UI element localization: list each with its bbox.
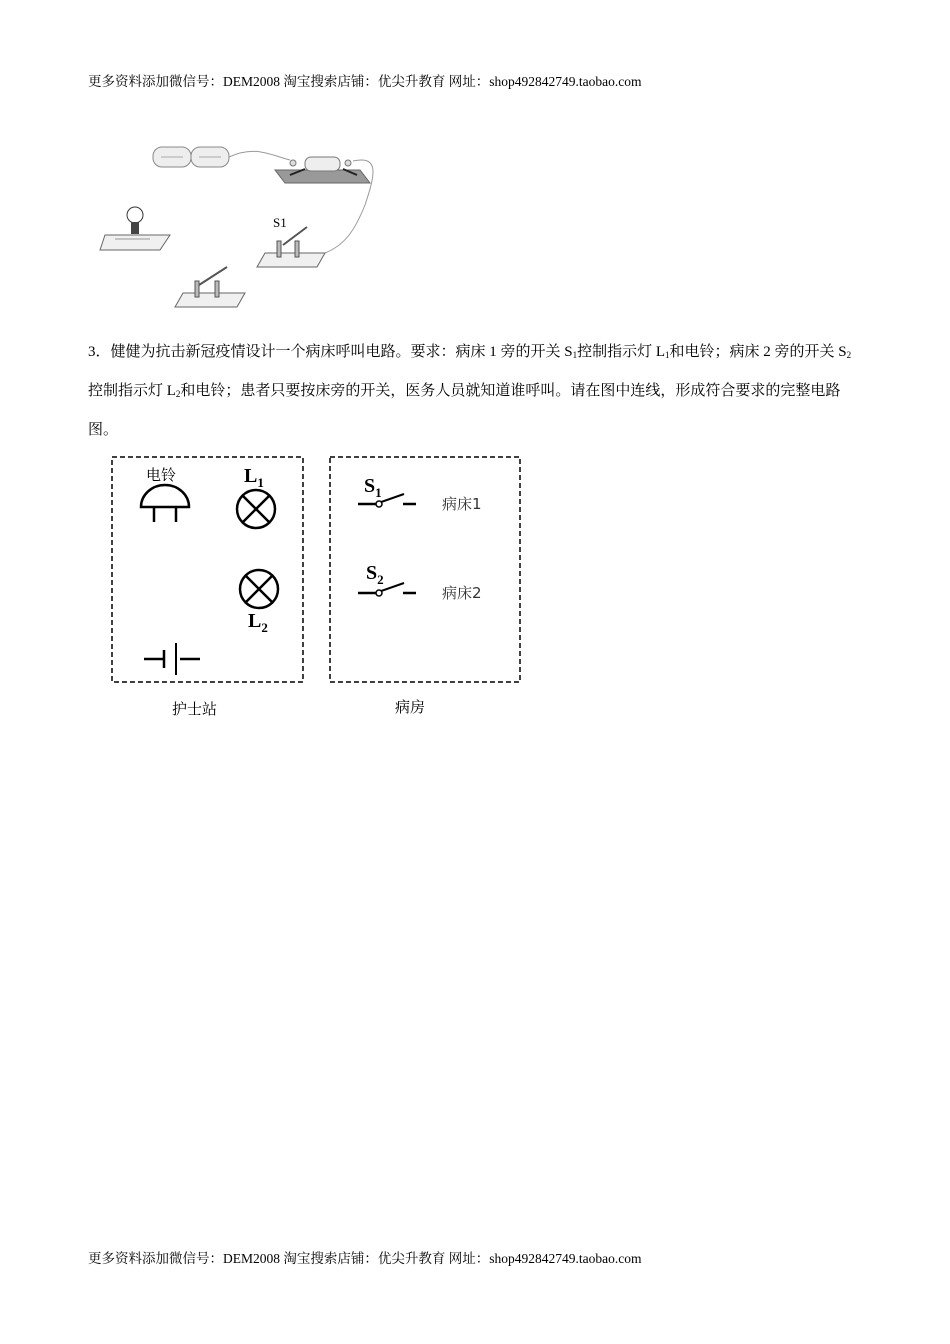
ward-box xyxy=(330,457,520,682)
switch-s2-diagram-icon xyxy=(358,583,416,596)
lamp-l2-icon xyxy=(240,570,278,608)
page-header: 更多资料添加微信号：DEM2008 淘宝搜索店铺：优尖升教育 网址：shop492842749.taobao.com xyxy=(88,74,642,89)
bell-icon xyxy=(141,485,189,522)
bell-label: 电铃 xyxy=(146,466,177,484)
bulb-board-icon xyxy=(100,207,170,250)
switch-s2-diagram-label: $S_2$ xyxy=(366,562,384,587)
lamp-l2-label: $L_2$ xyxy=(248,610,268,635)
switch-s1-diagram-label: $S_1$ xyxy=(364,475,382,500)
lamp-l1-icon xyxy=(237,490,275,528)
nurse-station-caption: 护士站 xyxy=(172,700,218,718)
battery-pack-icon xyxy=(153,147,229,167)
switch-s1-label: S1 xyxy=(273,215,287,230)
bed-2-label: 病床2 xyxy=(442,584,482,602)
switch-s2-icon xyxy=(175,267,245,307)
battery-icon xyxy=(144,643,200,675)
nurse-station-box xyxy=(112,457,303,682)
ward-caption: 病房 xyxy=(395,698,426,716)
circuit-diagram xyxy=(100,450,540,730)
bed-1-label: 病床1 xyxy=(442,495,482,513)
switch-s1-icon xyxy=(257,227,325,267)
lamp-l1-label: $L_1$ xyxy=(244,465,264,490)
question-number: 3． xyxy=(88,344,111,360)
question-3: 3．健健为抗击新冠疫情设计一个病床呼叫电路。要求：病床 1 旁的开关 $S_1$控制指示灯 $L_1$和电铃；病床 2 旁的开关 $S_2$控制指示灯 $L_2$和电铃；患者只要按床旁的开关，医务人员就知道谁呼叫。请在图中连线，形成符合要求的完整电路图。 xyxy=(88,344,852,438)
physical-circuit-illustration xyxy=(95,135,395,315)
page-footer: 更多资料添加微信号：DEM2008 淘宝搜索店铺：优尖升教育 网址：shop492842749.taobao.com xyxy=(88,1251,642,1266)
